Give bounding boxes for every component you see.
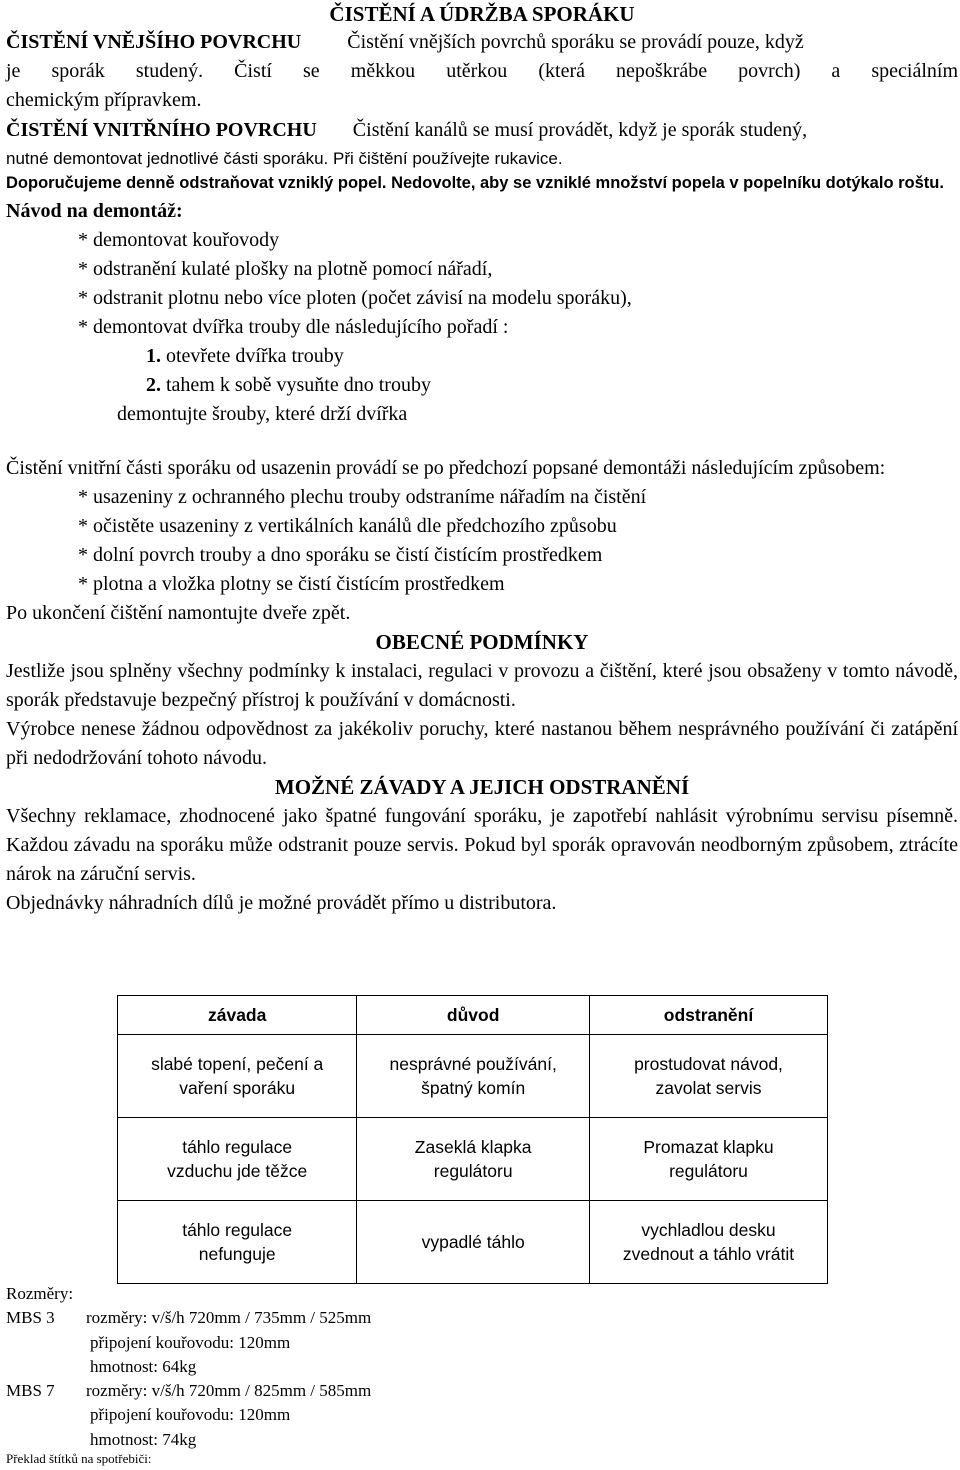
table-cell [357,1118,590,1201]
faults-heading: MOŽNÉ ZÁVADY A JEJICH ODSTRANĚNÍ [274,775,690,799]
model-dims: rozměry: v/š/h 720mm / 735mm / 525mm [86,1308,372,1328]
outer-cleaning-text-1: Čistění vnějších povrchů sporáku se provádí pouze, když [347,31,804,53]
table-cell [357,1035,590,1118]
cell-line: Promazat klapku [643,1137,774,1157]
general-conditions-para-2: Výrobce nenese žádnou odpovědnost za jakékoliv poruchy, které nastanou během nesprávného používání či zatápění při nedodržování tohoto návodu. [6,718,958,769]
model-weight: hmotnost: 74kg [90,1429,197,1449]
faults-table [117,995,828,1284]
cell-line: vzduchu jde těžce [167,1161,308,1181]
cleaning-closing: Po ukončení čištění namontujte dveře zpět. [6,602,351,624]
disassembly-step [6,371,958,400]
cell-line: vaření sporáku [179,1078,296,1098]
model-weight: hmotnost: 64kg [90,1356,197,1376]
outer-cleaning-line2: je sporák studený. Čistí se měkkou utěrkou (která nepoškrábe povrch) a speciálním [6,60,958,82]
table-cell [118,1201,357,1284]
general-conditions-heading: OBECNÉ PODMÍNKY [375,630,589,654]
inner-cleaning-heading: ČISTĚNÍ VNITŘNÍHO POVRCHU [6,119,317,141]
table-row [118,1201,828,1284]
disassembly-step-extra: demontujte šrouby, které drží dvířka [117,403,408,425]
outer-cleaning-line1 [6,28,958,57]
inner-cleaning-line1 [6,116,958,145]
specs-block [6,1282,371,1452]
disassembly-step [6,342,958,371]
faults-para-2: Objednávky náhradních dílů je možné provádět přímo u distributora. [6,892,557,914]
cleaning-intro: Čistění vnitřní části sporáku od usazenin provádí se po předchozí popsané demontáži následujícím způsobem: [6,457,886,479]
step-text: tahem k sobě vysuňte dno trouby [166,374,431,396]
step-text: otevřete dvířka trouby [166,345,344,367]
cell-line: slabé topení, pečení a [151,1054,324,1074]
table-header-cell: odstranění [589,996,827,1035]
cell-line: prostudovat návod, [634,1054,783,1074]
model-flue: připojení kouřovodu: 120mm [90,1332,291,1352]
cell-line: táhlo regulace [182,1137,293,1157]
table-cell [589,1201,827,1284]
cell-line: nefunguje [198,1244,276,1264]
cleaning-bullet: * plotna a vložka plotny se čistí čistícím prostředkem [78,573,505,595]
cell-line: zvednout a táhlo vrátit [622,1244,795,1264]
step-number: 2. [146,374,161,396]
cell-line: Zaseklá klapka [414,1137,532,1157]
inner-cleaning-line2: nutné demontovat jednotlivé části sporáku. Při čištění používejte rukavice. [6,149,563,168]
step-number: 1. [146,345,161,367]
general-conditions-para-1: Jestliže jsou splněny všechny podmínky k instalaci, regulaci v provozu a čištění, které jsou obsaženy v tomto návodě, sporák představuje bezpečný přístroj k používání v domácnosti. [6,660,958,711]
cell-line: vypadlé táhlo [421,1232,525,1252]
cell-line: zavolat servis [655,1078,762,1098]
faults-para: Všechny reklamace, zhodnocené jako špatné fungování sporáku, je zapotřebí nahlásit výrobnímu servisu písemně. Každou závadu na sporáku může odstranit pouze servis. Pokud byl sporák opravován neodborným způsobem, ztrácíte nárok na záruční servis. [6,805,958,885]
spec-model-line [6,1306,371,1330]
model-name: MBS 7 [6,1381,55,1401]
cell-line: regulátoru [669,1161,748,1181]
disassembly-bullet: * odstranění kulaté plošky na plotně pomocí nářadí, [78,258,493,280]
model-name: MBS 3 [6,1308,55,1328]
table-row [118,1118,828,1201]
cell-line: nesprávné používání, [389,1054,557,1074]
footer-note: Překlad štítků na spotřebiči: [6,1451,152,1466]
spec-model-line [6,1379,371,1403]
outer-cleaning-line3: chemickým přípravkem. [6,89,202,111]
document-page [6,0,958,918]
cell-line: regulátoru [433,1161,513,1181]
outer-cleaning-heading: ČISTĚNÍ VNĚJŠÍHO POVRCHU [6,31,302,53]
table-cell [589,1118,827,1201]
table-cell [118,1118,357,1201]
model-flue: připojení kouřovodu: 120mm [90,1405,291,1425]
cleaning-bullet: * dolní povrch trouby a dno sporáku se čistí čistícím prostředkem [78,544,603,566]
inner-cleaning-text-1: Čistění kanálů se musí provádět, když je sporák studený, [352,119,808,141]
disassembly-bullet: * demontovat dvířka trouby dle následujícího pořadí : [78,316,509,338]
specs-heading: Rozměry: [6,1284,74,1303]
cell-line: vychladlou desku [641,1220,776,1240]
cleaning-bullet: * očistěte usazeniny z vertikálních kanálů dle předchozího způsobu [78,515,617,537]
page-title: ČISTĚNÍ A ÚDRŽBA SPORÁKU [329,2,635,26]
disassembly-heading: Návod na demontáž: [6,200,183,222]
cell-line: špatný komín [421,1078,526,1098]
table-header-cell: důvod [357,996,590,1035]
cell-line: táhlo regulace [182,1220,293,1240]
disassembly-bullet: * demontovat kouřovody [78,229,280,251]
ash-warning: Doporučujeme denně odstraňovat vzniklý popel. Nedovolte, aby se vzniklé množství popela v popelníku dotýkalo roštu. [6,174,944,192]
table-cell [357,1201,590,1284]
table-row [118,1035,828,1118]
table-header-row [118,996,828,1035]
table-cell [589,1035,827,1118]
table-header-cell: závada [118,996,357,1035]
model-dims: rozměry: v/š/h 720mm / 825mm / 585mm [86,1381,372,1401]
cleaning-bullet: * usazeniny z ochranného plechu trouby odstraníme nářadím na čistění [78,486,647,508]
table-cell [118,1035,357,1118]
disassembly-bullet: * odstranit plotnu nebo více ploten (počet závisí na modelu sporáku), [78,287,632,309]
